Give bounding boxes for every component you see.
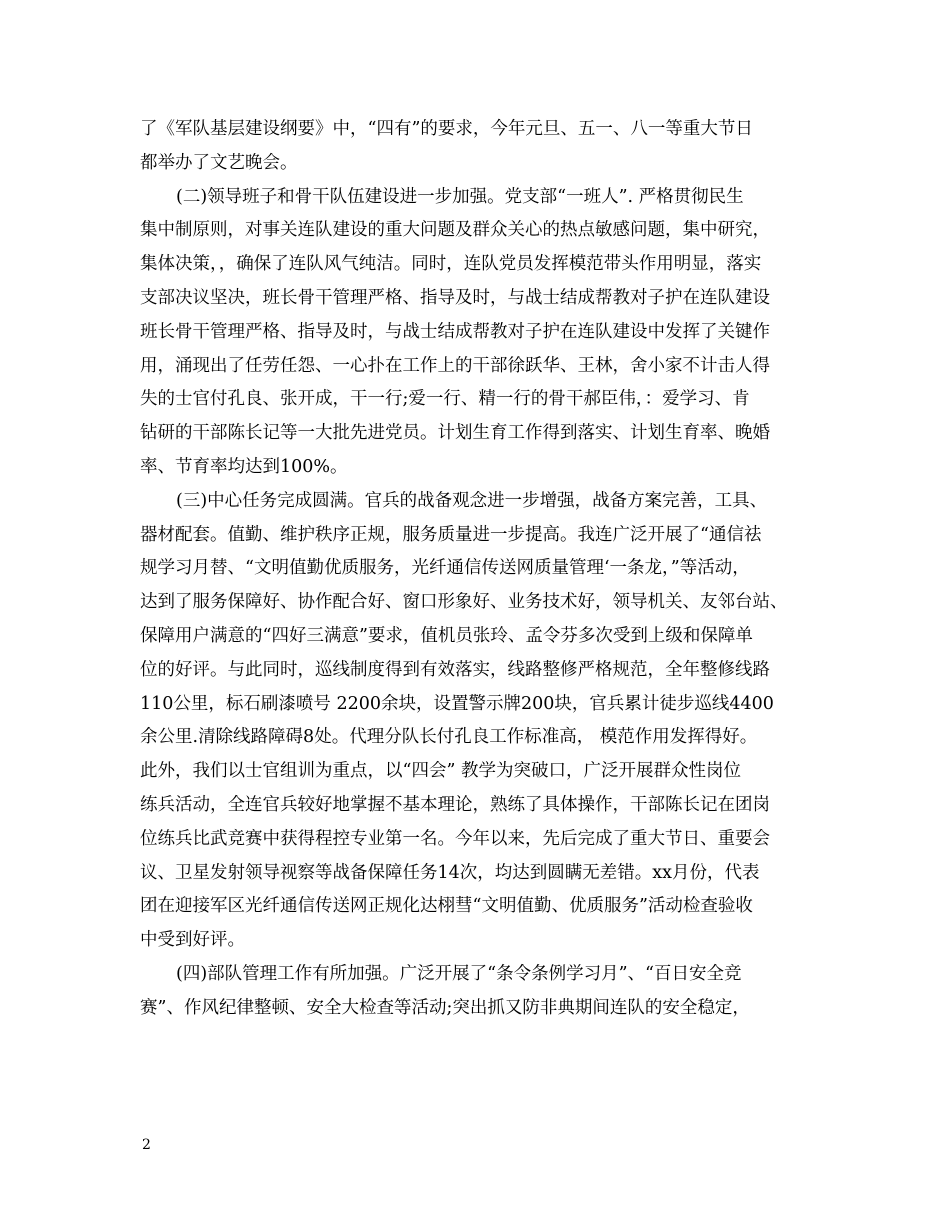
text-line: 位练兵比武竞赛中获得程控专业第一名。今年以来，先后完成了重大节日、重要会 xyxy=(140,828,770,849)
text-line: 位的好评。与此同时，巡线制度得到有效落实，线路整修严格规范，全年整修线路 xyxy=(140,659,770,680)
text-line: (四)部队管理工作有所加强。广泛开展了“条令条例学习月”、“百日安全竞 xyxy=(176,963,742,984)
text-line: 团在迎接军区光纤通信传送网正规化达栩彗“文明值勤、优质服务”活动检查验收 xyxy=(140,896,753,917)
text-line: (二)领导班子和骨干队伍建设进一步加强。党支部“一班人”. 严格贯彻民生 xyxy=(176,186,744,207)
text-line: 集中制原则，对事关连队建设的重大问题及群众关心的热点敏感问题，集中研究， xyxy=(140,220,770,241)
text-line: 达到了服务保障好、协作配合好、窗口形象好、业务技术好，领导机关、友邻台站、 xyxy=(140,592,788,613)
text-line: 练兵活动，全连官兵较好地掌握不基本理论，熟练了具体操作，干部陈长记在团岗 xyxy=(140,794,770,815)
text-line: 余公里.清除线路障碍8处。代理分队长付孔良工作标准高， 模范作用发挥得好。 xyxy=(140,727,758,748)
page-number: 2 xyxy=(142,1137,151,1153)
text-line: 支部决议坚决，班长骨干管理严格、指导及时，与战士结成帮教对子护在连队建设 xyxy=(140,287,770,308)
text-line: (三)中心任务完成圆满。官兵的战备观念进一步增强，战备方案完善，工具、 xyxy=(176,490,768,511)
text-line: 失的士官付孔良、张开成，干一行;爱一行、精一行的骨干郝臣伟，：爱学习、肯 xyxy=(140,389,750,410)
text-line: 集体决策，，确保了连队风气纯洁。同时，连队党员发挥模范带头作用明显，落实 xyxy=(140,254,762,275)
text-line: 班长骨干管理严格、指导及时，与战士结成帮教对子护在连队建设中发挥了关键作 xyxy=(140,321,770,342)
text-line: 110公里，标石刷漆喷号 2200余块，设置警示牌200块，官兵累计徒步巡线4400 xyxy=(140,693,774,714)
text-line: 此外，我们以士官组训为重点，以“四会” 教学为突破口，广泛开展群众性岗位 xyxy=(140,761,741,782)
text-line: 议、卫星发射领导视察等战备保障任务14次，均达到圆瞒无差错。xx月份，代表 xyxy=(140,862,760,883)
body-text xyxy=(140,113,820,1026)
text-line: 规学习月替、“文明值勤优质服务，光纤通信传送网质量管理‘一条龙，”等活动， xyxy=(140,558,750,579)
text-line: 了《军队基层建设纲要》中，“四有”的要求，今年元旦、五一、八一等重大节日 xyxy=(140,119,753,139)
text-line: 用，涌现出了任劳任怨、一心扑在工作上的干部徐跃华、王林，舍小家不计击人得 xyxy=(140,355,770,376)
text-line: 赛”、作风纪律整顿、安全大检查等活动;突出抓又防非典期间连队的安全稳定， xyxy=(140,997,750,1018)
text-line: 器材配套。值勤、维护秩序正规，服务质量进一步提高。我连广泛开展了“通信祛 xyxy=(140,524,762,545)
text-line: 钻研的干部陈长记等一大批先进党员。计划生育工作得到落实、计划生育率、晚婚 xyxy=(140,423,770,444)
text-line: 都举办了文艺晚会。 xyxy=(140,152,298,173)
text-line: 中受到好评。 xyxy=(140,930,245,951)
text-line: 率、节育率均达到100%。 xyxy=(140,456,348,477)
text-line: 保障用户满意的“四好三满意”要求，值机员张玲、孟令芬多次受到上级和保障单 xyxy=(140,625,753,646)
